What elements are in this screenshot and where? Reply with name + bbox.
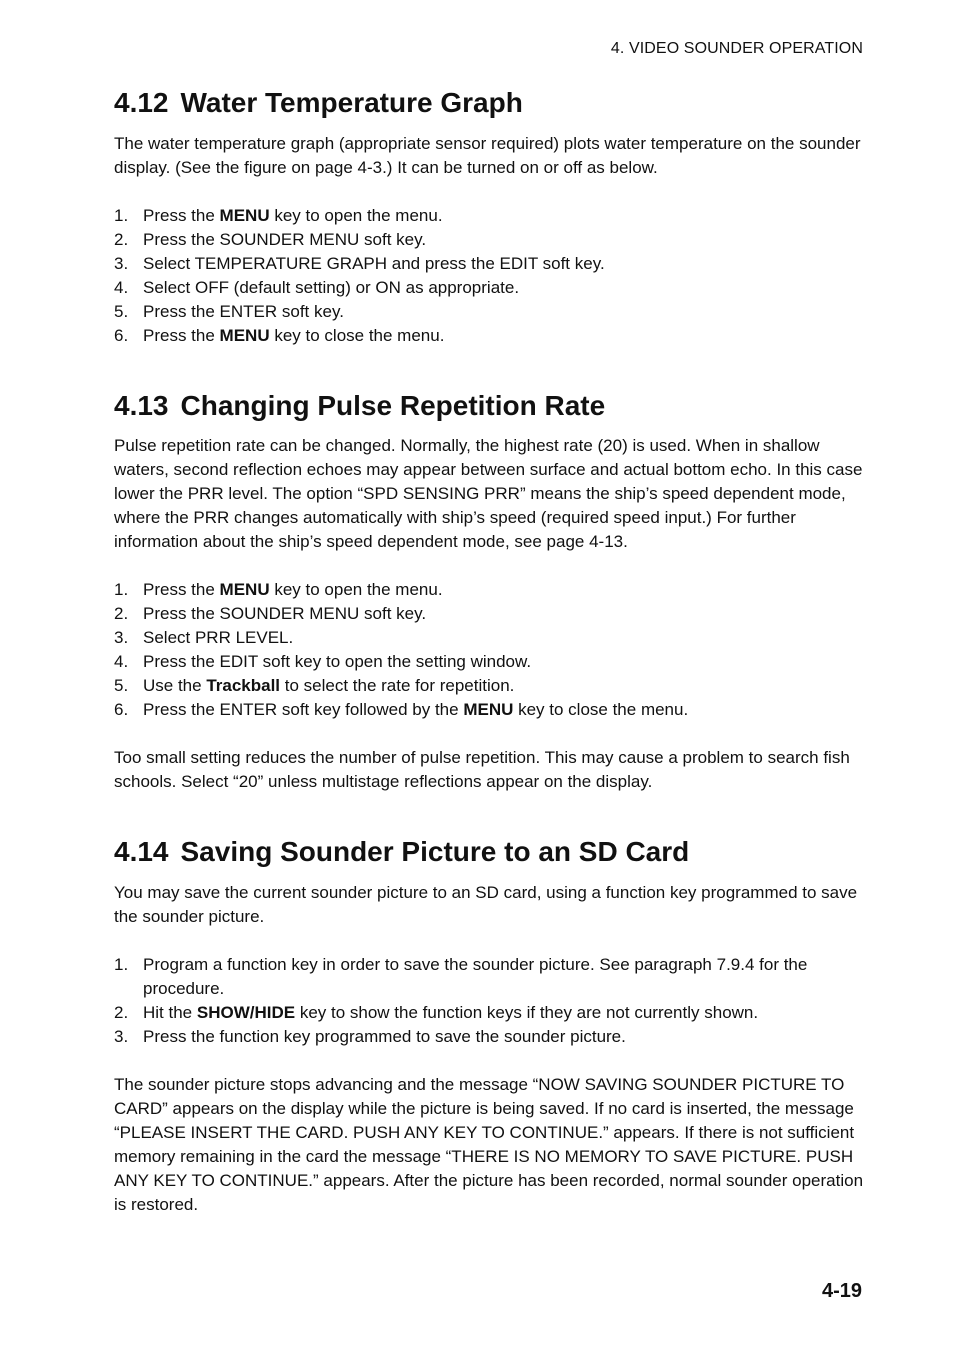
section-intro: You may save the current sounder picture to an SD card, using a function key programmed to save the sounder picture. xyxy=(114,882,858,926)
procedure-step: 2. Press the SOUNDER MENU soft key. xyxy=(114,604,427,624)
section-number: 4.13 xyxy=(114,389,169,421)
section-heading-4-13 xyxy=(114,389,866,423)
procedure-step: 1. Press the MENU key to open the menu. xyxy=(114,205,443,225)
procedure-step: 5. Press the ENTER soft key. xyxy=(114,301,344,321)
section-number: 4.14 xyxy=(114,836,169,868)
section-number: 4.12 xyxy=(114,87,169,118)
procedure-list xyxy=(114,578,866,722)
running-header: 4. VIDEO SOUNDER OPERATION xyxy=(610,40,863,57)
procedure-step: 4. Press the EDIT soft key to open the setting window. xyxy=(114,652,532,672)
section-heading-4-14 xyxy=(114,835,866,869)
section-note: The sounder picture stops advancing and the message “NOW SAVING SOUNDER PICTURE TO CARD” appears on the display while the picture is being saved. If no card is inserted, the message “PLEASE INSERT THE CARD. PUSH ANY KEY TO CONTINUE.” appears. If there is not sufficient memory remaining in the card the message “THERE IS NO MEMORY TO SAVE PICTURE. PUSH ANY KEY TO CONTINUE.” appears. After the picture has been recorded, normal sounder operation is restored. xyxy=(114,1074,864,1214)
section-title: Changing Pulse Repetition Rate xyxy=(180,389,606,421)
section-note: Too small setting reduces the number of pulse repetition. This may cause a problem to search fish schools. Select “20” unless multistage reflections appear on the display. xyxy=(114,748,850,792)
procedure-step: 3. Select PRR LEVEL. xyxy=(114,628,294,648)
procedure-list xyxy=(114,953,866,1049)
procedure-step: 6. Press the ENTER soft key followed by the MENU key to close the menu. xyxy=(114,700,689,720)
procedure-step: 3. Press the function key programmed to save the sounder picture. xyxy=(114,1026,626,1046)
procedure-list xyxy=(114,204,866,348)
section-intro: Pulse repetition rate can be changed. Normally, the highest rate (20) is used. When in shallow waters, second reflection echoes may appear between surface and actual bottom echo. In this case lower the PRR level. The option “SPD SENSING PRR” means the ship’s speed dependent mode, where the PRR changes automatically with ship’s speed (required speed input.) For further information about the ship’s speed dependent mode, see page 4-13. xyxy=(114,436,863,552)
section-title: Water Temperature Graph xyxy=(180,87,523,118)
procedure-step: 3. Select TEMPERATURE GRAPH and press the EDIT soft key. xyxy=(114,253,605,273)
procedure-step: 4. Select OFF (default setting) or ON as appropriate. xyxy=(114,277,520,297)
page-content xyxy=(114,86,866,1217)
procedure-step: 1. Program a function key in order to save the sounder picture. See paragraph 7.9.4 for the procedure. xyxy=(114,954,808,998)
section-intro: The water temperature graph (appropriate sensor required) plots water temperature on the sounder display. (See the figure on page 4-3.) It can be turned on or off as below. xyxy=(114,133,861,177)
procedure-step: 5. Use the Trackball to select the rate for repetition. xyxy=(114,676,515,696)
procedure-step: 2. Hit the SHOW/HIDE key to show the function keys if they are not currently shown. xyxy=(114,1002,759,1022)
page-number: 4-19 xyxy=(821,1280,862,1302)
procedure-step: 6. Press the MENU key to close the menu. xyxy=(114,325,445,345)
procedure-step: 1. Press the MENU key to open the menu. xyxy=(114,580,443,600)
section-heading-4-12 xyxy=(114,86,866,120)
section-title: Saving Sounder Picture to an SD Card xyxy=(180,836,690,868)
procedure-step: 2. Press the SOUNDER MENU soft key. xyxy=(114,229,427,249)
